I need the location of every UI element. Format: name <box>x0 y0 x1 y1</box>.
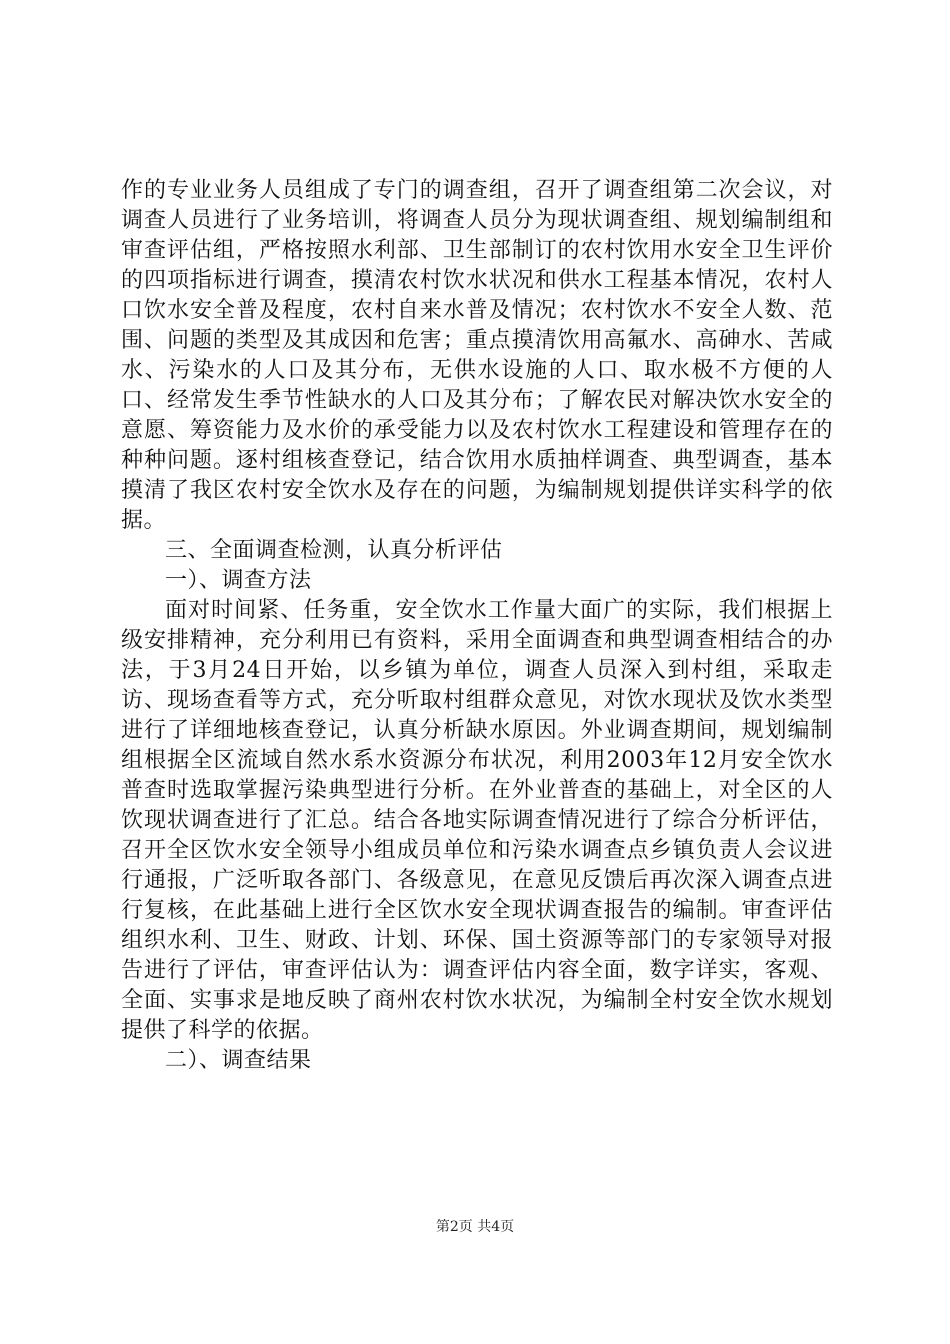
page-footer: 第2页 共4页 <box>435 1219 515 1235</box>
subsection-heading-method: 一）、调查方法 <box>165 568 312 593</box>
section-heading-3: 三、全面调查检测，认真分析评估 <box>165 538 503 563</box>
document-body <box>121 176 833 1076</box>
paragraph-survey-team: 作的专业业务人员组成了专门的调查组，召开了调查组第二次会议，对调查人员进行了业务培训，将调查人员分为现状调查组、规划编制组和审查评估组，严格按照水利部、卫生部制订的农村饮用水安全卫生评价的四项指标进行调查，摸清农村饮水状况和供水工程基本情况，农村人口饮水安全普及程度，农村自来水普及情况；农村饮水不安全人数、范围、问题的类型及其成因和危害；重点摸清饮用高氟水、高砷水、苦咸水、污染水的人口及其分布，无供水设施的人口、取水极不方便的人口、经常发生季节性缺水的人口及其分布；了解农民对解决饮水安全的意愿、筹资能力及水价的承受能力以及农村饮水工程建设和管理存在的种种问题。逐村组核查登记，结合饮用水质抽样调查、典型调查，基本摸清了我区农村安全饮水及存在的问题，为编制规划提供详实科学的依据。 <box>121 178 833 533</box>
paragraph-survey-method: 面对时间紧、任务重，安全饮水工作量大面广的实际，我们根据上级安排精神，充分利用已有资料，采用全面调查和典型调查相结合的办法，于3月24日开始，以乡镇为单位，调查人员深入到村组，采取走访、现场查看等方式，充分听取村组群众意见，对饮水现状及饮水类型进行了详细地核查登记，认真分析缺水原因。外业调查期间，规划编制组根据全区流域自然水系水资源分布状况，利用2003年12月安全饮水普查时选取掌握污染典型进行分析。在外业普查的基础上，对全区的人饮现状调查进行了汇总。结合各地实际调查情况进行了综合分析评估，召开全区饮水安全领导小组成员单位和污染水调查点乡镇负责人会议进行通报，广泛听取各部门、各级意见，在意见反馈后再次深入调查点进行复核，在此基础上进行全区饮水安全现状调查报告的编制。审查评估组织水利、卫生、财政、计划、环保、国土资源等部门的专家领导对报告进行了评估，审查评估认为：调查评估内容全面，数字详实，客观、全面、实事求是地反映了商州农村饮水状况，为编制全村安全饮水规划提供了科学的依据。 <box>121 598 833 1043</box>
subsection-heading-result: 二）、调查结果 <box>165 1048 312 1073</box>
